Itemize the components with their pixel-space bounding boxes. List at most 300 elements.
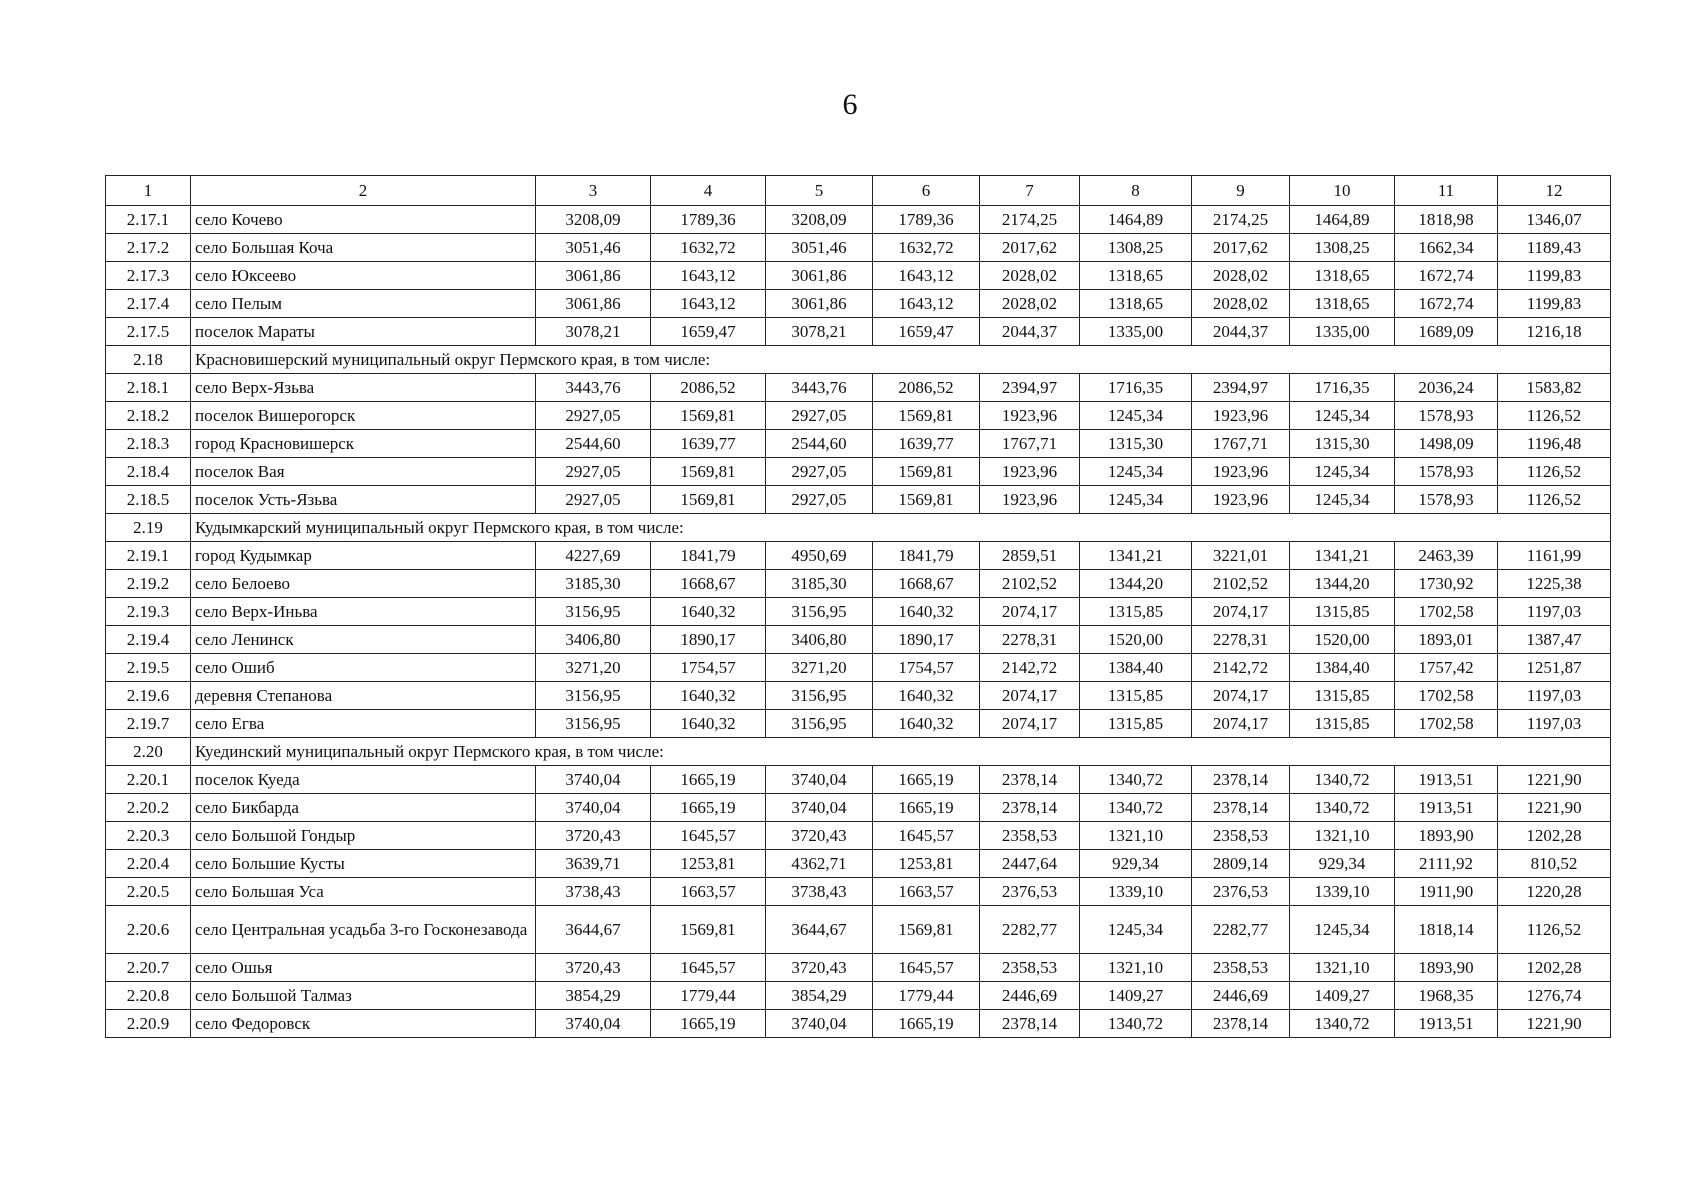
section-title: Куединский муниципальный округ Пермского края, в том числе:: [191, 738, 1611, 766]
value-cell-col-3: 2927,05: [536, 402, 651, 430]
table-row: [106, 486, 1611, 514]
value-cell-col-3: 3740,04: [536, 1010, 651, 1038]
value-cell-col-10: 1318,65: [1290, 262, 1395, 290]
value-cell-col-6: 1841,79: [873, 542, 980, 570]
value-cell-col-8: 1245,34: [1080, 402, 1192, 430]
value-cell-col-8: 1318,65: [1080, 290, 1192, 318]
value-cell-col-7: 2446,69: [980, 982, 1080, 1010]
value-cell-col-8: 1409,27: [1080, 982, 1192, 1010]
value-cell-col-10: 1315,85: [1290, 682, 1395, 710]
value-cell-col-7: 2017,62: [980, 234, 1080, 262]
settlement-name: село Большой Гондыр: [191, 822, 536, 850]
value-cell-col-9: 2278,31: [1192, 626, 1290, 654]
value-cell-col-7: 2378,14: [980, 1010, 1080, 1038]
value-cell-col-4: 1779,44: [651, 982, 766, 1010]
value-cell-col-10: 1341,21: [1290, 542, 1395, 570]
column-header: 5: [766, 176, 873, 206]
settlement-name: город Красновишерск: [191, 430, 536, 458]
value-cell-col-3: 3208,09: [536, 206, 651, 234]
settlement-name: село Верх-Иньва: [191, 598, 536, 626]
value-cell-col-4: 1569,81: [651, 402, 766, 430]
row-code: 2.17.5: [106, 318, 191, 346]
value-cell-col-9: 1923,96: [1192, 402, 1290, 430]
section-title: Кудымкарский муниципальный округ Пермского края, в том числе:: [191, 514, 1611, 542]
table-row: [106, 402, 1611, 430]
value-cell-col-3: 3185,30: [536, 570, 651, 598]
table-row: [106, 262, 1611, 290]
value-cell-col-12: 1346,07: [1498, 206, 1611, 234]
value-cell-col-5: 3061,86: [766, 290, 873, 318]
value-cell-col-4: 1663,57: [651, 878, 766, 906]
value-cell-col-3: 3740,04: [536, 794, 651, 822]
row-code: 2.17.2: [106, 234, 191, 262]
value-cell-col-12: 1387,47: [1498, 626, 1611, 654]
value-cell-col-11: 1672,74: [1395, 262, 1498, 290]
value-cell-col-5: 3051,46: [766, 234, 873, 262]
table-row: [106, 710, 1611, 738]
value-cell-col-9: 2028,02: [1192, 262, 1290, 290]
value-cell-col-9: 2017,62: [1192, 234, 1290, 262]
settlement-name: село Бикбарда: [191, 794, 536, 822]
value-cell-col-10: 1344,20: [1290, 570, 1395, 598]
value-cell-col-3: 4227,69: [536, 542, 651, 570]
value-cell-col-9: 2282,77: [1192, 906, 1290, 954]
value-cell-col-5: 3738,43: [766, 878, 873, 906]
value-cell-col-6: 1569,81: [873, 906, 980, 954]
value-cell-col-11: 1578,93: [1395, 486, 1498, 514]
row-code: 2.18.4: [106, 458, 191, 486]
value-cell-col-12: 1189,43: [1498, 234, 1611, 262]
column-header: 4: [651, 176, 766, 206]
value-cell-col-10: 1335,00: [1290, 318, 1395, 346]
value-cell-col-8: 1716,35: [1080, 374, 1192, 402]
table-row: [106, 290, 1611, 318]
value-cell-col-9: 2809,14: [1192, 850, 1290, 878]
value-cell-col-7: 2278,31: [980, 626, 1080, 654]
value-cell-col-6: 1665,19: [873, 766, 980, 794]
value-cell-col-7: 2859,51: [980, 542, 1080, 570]
value-cell-col-6: 1668,67: [873, 570, 980, 598]
row-code: 2.18.5: [106, 486, 191, 514]
page-number: 6: [842, 88, 858, 121]
settlement-name: поселок Куеда: [191, 766, 536, 794]
column-header: 3: [536, 176, 651, 206]
value-cell-col-4: 1640,32: [651, 682, 766, 710]
section-code: 2.19: [106, 514, 191, 542]
value-cell-col-10: 1245,34: [1290, 486, 1395, 514]
value-cell-col-8: 1321,10: [1080, 822, 1192, 850]
row-code: 2.17.3: [106, 262, 191, 290]
value-cell-col-8: 1344,20: [1080, 570, 1192, 598]
value-cell-col-3: 3051,46: [536, 234, 651, 262]
value-cell-col-3: 3738,43: [536, 878, 651, 906]
column-header: 10: [1290, 176, 1395, 206]
value-cell-col-7: 1767,71: [980, 430, 1080, 458]
value-cell-col-3: 3443,76: [536, 374, 651, 402]
value-cell-col-7: 2378,14: [980, 794, 1080, 822]
value-cell-col-5: 3185,30: [766, 570, 873, 598]
value-cell-col-5: 2927,05: [766, 402, 873, 430]
section-code: 2.20: [106, 738, 191, 766]
value-cell-col-9: 2102,52: [1192, 570, 1290, 598]
table-row: [106, 318, 1611, 346]
value-cell-col-3: 2927,05: [536, 458, 651, 486]
value-cell-col-12: 1197,03: [1498, 598, 1611, 626]
settlement-name: деревня Степанова: [191, 682, 536, 710]
value-cell-col-4: 1645,57: [651, 822, 766, 850]
value-cell-col-6: 1632,72: [873, 234, 980, 262]
value-cell-col-5: 2927,05: [766, 486, 873, 514]
value-cell-col-12: 1276,74: [1498, 982, 1611, 1010]
value-cell-col-7: 2044,37: [980, 318, 1080, 346]
row-code: 2.20.2: [106, 794, 191, 822]
value-cell-col-7: 2394,97: [980, 374, 1080, 402]
value-cell-col-9: 2074,17: [1192, 682, 1290, 710]
tariff-table-container: [105, 175, 1611, 1038]
value-cell-col-4: 1668,67: [651, 570, 766, 598]
value-cell-col-7: 2282,77: [980, 906, 1080, 954]
value-cell-col-6: 1890,17: [873, 626, 980, 654]
row-code: 2.20.5: [106, 878, 191, 906]
settlement-name: село Большая Уса: [191, 878, 536, 906]
value-cell-col-11: 1913,51: [1395, 794, 1498, 822]
settlement-name: село Большие Кусты: [191, 850, 536, 878]
row-code: 2.19.4: [106, 626, 191, 654]
value-cell-col-10: 1245,34: [1290, 458, 1395, 486]
value-cell-col-8: 1339,10: [1080, 878, 1192, 906]
value-cell-col-4: 1643,12: [651, 290, 766, 318]
row-code: 2.19.3: [106, 598, 191, 626]
table-row: [106, 430, 1611, 458]
value-cell-col-11: 2463,39: [1395, 542, 1498, 570]
value-cell-col-5: 3156,95: [766, 710, 873, 738]
table-row: [106, 234, 1611, 262]
value-cell-col-9: 2142,72: [1192, 654, 1290, 682]
value-cell-col-11: 1757,42: [1395, 654, 1498, 682]
row-code: 2.19.7: [106, 710, 191, 738]
value-cell-col-9: 2376,53: [1192, 878, 1290, 906]
value-cell-col-4: 1632,72: [651, 234, 766, 262]
value-cell-col-10: 929,34: [1290, 850, 1395, 878]
value-cell-col-8: 1245,34: [1080, 458, 1192, 486]
value-cell-col-11: 1689,09: [1395, 318, 1498, 346]
section-row: [106, 514, 1611, 542]
value-cell-col-3: 3406,80: [536, 626, 651, 654]
value-cell-col-11: 1893,90: [1395, 822, 1498, 850]
value-cell-col-11: 1702,58: [1395, 598, 1498, 626]
value-cell-col-10: 1340,72: [1290, 1010, 1395, 1038]
value-cell-col-7: 1923,96: [980, 458, 1080, 486]
value-cell-col-5: 4362,71: [766, 850, 873, 878]
row-code: 2.17.1: [106, 206, 191, 234]
value-cell-col-3: 2927,05: [536, 486, 651, 514]
value-cell-col-6: 1789,36: [873, 206, 980, 234]
row-code: 2.20.3: [106, 822, 191, 850]
value-cell-col-6: 1754,57: [873, 654, 980, 682]
value-cell-col-12: 810,52: [1498, 850, 1611, 878]
value-cell-col-6: 1659,47: [873, 318, 980, 346]
value-cell-col-12: 1197,03: [1498, 710, 1611, 738]
table-row: [106, 458, 1611, 486]
column-header: 6: [873, 176, 980, 206]
value-cell-col-11: 1672,74: [1395, 290, 1498, 318]
value-cell-col-12: 1197,03: [1498, 682, 1611, 710]
value-cell-col-8: 1315,85: [1080, 682, 1192, 710]
value-cell-col-5: 3740,04: [766, 1010, 873, 1038]
value-cell-col-11: 1662,34: [1395, 234, 1498, 262]
value-cell-col-8: 929,34: [1080, 850, 1192, 878]
row-code: 2.20.8: [106, 982, 191, 1010]
value-cell-col-7: 2376,53: [980, 878, 1080, 906]
section-row: [106, 738, 1611, 766]
value-cell-col-8: 1340,72: [1080, 794, 1192, 822]
settlement-name: село Ленинск: [191, 626, 536, 654]
table-row: [106, 822, 1611, 850]
column-header: 7: [980, 176, 1080, 206]
value-cell-col-5: 3061,86: [766, 262, 873, 290]
value-cell-col-6: 1640,32: [873, 598, 980, 626]
value-cell-col-5: 3208,09: [766, 206, 873, 234]
value-cell-col-8: 1340,72: [1080, 766, 1192, 794]
value-cell-col-4: 1645,57: [651, 954, 766, 982]
header-row: [106, 176, 1611, 206]
value-cell-col-8: 1315,85: [1080, 710, 1192, 738]
value-cell-col-5: 3443,76: [766, 374, 873, 402]
value-cell-col-7: 2358,53: [980, 954, 1080, 982]
value-cell-col-4: 1890,17: [651, 626, 766, 654]
column-header: 11: [1395, 176, 1498, 206]
row-code: 2.20.4: [106, 850, 191, 878]
settlement-name: село Белоево: [191, 570, 536, 598]
settlement-name: город Кудымкар: [191, 542, 536, 570]
value-cell-col-11: 2036,24: [1395, 374, 1498, 402]
value-cell-col-11: 1702,58: [1395, 682, 1498, 710]
value-cell-col-11: 1498,09: [1395, 430, 1498, 458]
value-cell-col-10: 1384,40: [1290, 654, 1395, 682]
settlement-name: село Ошиб: [191, 654, 536, 682]
value-cell-col-6: 1569,81: [873, 402, 980, 430]
value-cell-col-7: 2074,17: [980, 710, 1080, 738]
value-cell-col-7: 2028,02: [980, 290, 1080, 318]
section-title: Красновишерский муниципальный округ Пермского края, в том числе:: [191, 346, 1611, 374]
value-cell-col-9: 2378,14: [1192, 1010, 1290, 1038]
value-cell-col-11: 1913,51: [1395, 1010, 1498, 1038]
value-cell-col-11: 1818,14: [1395, 906, 1498, 954]
value-cell-col-8: 1308,25: [1080, 234, 1192, 262]
value-cell-col-9: 2394,97: [1192, 374, 1290, 402]
value-cell-col-12: 1251,87: [1498, 654, 1611, 682]
table-row: [106, 654, 1611, 682]
column-header: 12: [1498, 176, 1611, 206]
value-cell-col-8: 1335,00: [1080, 318, 1192, 346]
value-cell-col-12: 1221,90: [1498, 1010, 1611, 1038]
value-cell-col-7: 1923,96: [980, 486, 1080, 514]
value-cell-col-8: 1315,85: [1080, 598, 1192, 626]
value-cell-col-3: 3061,86: [536, 290, 651, 318]
value-cell-col-7: 1923,96: [980, 402, 1080, 430]
value-cell-col-9: 3221,01: [1192, 542, 1290, 570]
value-cell-col-6: 1569,81: [873, 458, 980, 486]
section-row: [106, 346, 1611, 374]
value-cell-col-5: 3740,04: [766, 794, 873, 822]
value-cell-col-6: 1665,19: [873, 1010, 980, 1038]
value-cell-col-6: 1253,81: [873, 850, 980, 878]
table-row: [106, 794, 1611, 822]
value-cell-col-4: 1841,79: [651, 542, 766, 570]
value-cell-col-9: 2074,17: [1192, 598, 1290, 626]
value-cell-col-7: 2074,17: [980, 598, 1080, 626]
row-code: 2.18.1: [106, 374, 191, 402]
table-row: [106, 766, 1611, 794]
table-row: [106, 542, 1611, 570]
value-cell-col-3: 3061,86: [536, 262, 651, 290]
value-cell-col-4: 1640,32: [651, 598, 766, 626]
value-cell-col-9: 1923,96: [1192, 486, 1290, 514]
table-row: [106, 906, 1611, 954]
value-cell-col-4: 2086,52: [651, 374, 766, 402]
value-cell-col-9: 1923,96: [1192, 458, 1290, 486]
settlement-name: село Юксеево: [191, 262, 536, 290]
settlement-name: поселок Мараты: [191, 318, 536, 346]
value-cell-col-11: 1893,01: [1395, 626, 1498, 654]
value-cell-col-7: 2378,14: [980, 766, 1080, 794]
value-cell-col-3: 3639,71: [536, 850, 651, 878]
column-header: 1: [106, 176, 191, 206]
value-cell-col-6: 1779,44: [873, 982, 980, 1010]
value-cell-col-8: 1340,72: [1080, 1010, 1192, 1038]
value-cell-col-12: 1126,52: [1498, 906, 1611, 954]
value-cell-col-10: 1340,72: [1290, 766, 1395, 794]
value-cell-col-6: 1643,12: [873, 262, 980, 290]
settlement-name: село Кочево: [191, 206, 536, 234]
value-cell-col-3: 3740,04: [536, 766, 651, 794]
value-cell-col-3: 3720,43: [536, 954, 651, 982]
settlement-name: село Верх-Язьва: [191, 374, 536, 402]
value-cell-col-12: 1199,83: [1498, 290, 1611, 318]
value-cell-col-9: 2378,14: [1192, 794, 1290, 822]
value-cell-col-12: 1126,52: [1498, 486, 1611, 514]
row-code: 2.19.2: [106, 570, 191, 598]
value-cell-col-5: 3078,21: [766, 318, 873, 346]
value-cell-col-7: 2174,25: [980, 206, 1080, 234]
value-cell-col-10: 1321,10: [1290, 954, 1395, 982]
value-cell-col-12: 1161,99: [1498, 542, 1611, 570]
value-cell-col-12: 1196,48: [1498, 430, 1611, 458]
value-cell-col-10: 1315,30: [1290, 430, 1395, 458]
value-cell-col-3: 3078,21: [536, 318, 651, 346]
value-cell-col-6: 1645,57: [873, 954, 980, 982]
value-cell-col-8: 1321,10: [1080, 954, 1192, 982]
row-code: 2.19.1: [106, 542, 191, 570]
value-cell-col-8: 1520,00: [1080, 626, 1192, 654]
value-cell-col-9: 2358,53: [1192, 822, 1290, 850]
value-cell-col-3: 3156,95: [536, 710, 651, 738]
value-cell-col-11: 1818,98: [1395, 206, 1498, 234]
value-cell-col-3: 3271,20: [536, 654, 651, 682]
value-cell-col-6: 2086,52: [873, 374, 980, 402]
value-cell-col-8: 1384,40: [1080, 654, 1192, 682]
value-cell-col-6: 1643,12: [873, 290, 980, 318]
value-cell-col-7: 2358,53: [980, 822, 1080, 850]
value-cell-col-11: 2111,92: [1395, 850, 1498, 878]
value-cell-col-10: 1315,85: [1290, 710, 1395, 738]
value-cell-col-12: 1221,90: [1498, 766, 1611, 794]
value-cell-col-10: 1340,72: [1290, 794, 1395, 822]
value-cell-col-5: 2927,05: [766, 458, 873, 486]
settlement-name: село Пелым: [191, 290, 536, 318]
value-cell-col-12: 1225,38: [1498, 570, 1611, 598]
value-cell-col-3: 3156,95: [536, 598, 651, 626]
value-cell-col-8: 1341,21: [1080, 542, 1192, 570]
value-cell-col-10: 1464,89: [1290, 206, 1395, 234]
settlement-name: село Большая Коча: [191, 234, 536, 262]
value-cell-col-12: 1202,28: [1498, 954, 1611, 982]
value-cell-col-6: 1663,57: [873, 878, 980, 906]
value-cell-col-9: 2358,53: [1192, 954, 1290, 982]
table-row: [106, 374, 1611, 402]
value-cell-col-3: 2544,60: [536, 430, 651, 458]
column-header: 2: [191, 176, 536, 206]
row-code: 2.18.3: [106, 430, 191, 458]
value-cell-col-9: 2174,25: [1192, 206, 1290, 234]
value-cell-col-5: 3740,04: [766, 766, 873, 794]
value-cell-col-10: 1315,85: [1290, 598, 1395, 626]
value-cell-col-8: 1245,34: [1080, 906, 1192, 954]
value-cell-col-6: 1665,19: [873, 794, 980, 822]
settlement-name: поселок Вая: [191, 458, 536, 486]
value-cell-col-4: 1754,57: [651, 654, 766, 682]
value-cell-col-6: 1639,77: [873, 430, 980, 458]
value-cell-col-4: 1253,81: [651, 850, 766, 878]
value-cell-col-5: 3720,43: [766, 954, 873, 982]
value-cell-col-4: 1659,47: [651, 318, 766, 346]
value-cell-col-11: 1968,35: [1395, 982, 1498, 1010]
value-cell-col-9: 1767,71: [1192, 430, 1290, 458]
value-cell-col-5: 3156,95: [766, 598, 873, 626]
value-cell-col-4: 1569,81: [651, 906, 766, 954]
value-cell-col-4: 1665,19: [651, 1010, 766, 1038]
value-cell-col-11: 1730,92: [1395, 570, 1498, 598]
value-cell-col-9: 2044,37: [1192, 318, 1290, 346]
value-cell-col-11: 1913,51: [1395, 766, 1498, 794]
value-cell-col-5: 3406,80: [766, 626, 873, 654]
row-code: 2.20.7: [106, 954, 191, 982]
value-cell-col-4: 1569,81: [651, 486, 766, 514]
value-cell-col-4: 1639,77: [651, 430, 766, 458]
value-cell-col-7: 2028,02: [980, 262, 1080, 290]
value-cell-col-12: 1220,28: [1498, 878, 1611, 906]
value-cell-col-3: 3720,43: [536, 822, 651, 850]
value-cell-col-5: 3644,67: [766, 906, 873, 954]
table-row: [106, 954, 1611, 982]
row-code: 2.18.2: [106, 402, 191, 430]
settlement-name: поселок Усть-Язьва: [191, 486, 536, 514]
settlement-name: село Центральная усадьба 3-го Госконезавода: [191, 906, 536, 954]
value-cell-col-4: 1789,36: [651, 206, 766, 234]
table-row: [106, 570, 1611, 598]
value-cell-col-8: 1318,65: [1080, 262, 1192, 290]
table-row: [106, 626, 1611, 654]
value-cell-col-10: 1245,34: [1290, 402, 1395, 430]
value-cell-col-6: 1640,32: [873, 682, 980, 710]
value-cell-col-5: 3854,29: [766, 982, 873, 1010]
value-cell-col-12: 1202,28: [1498, 822, 1611, 850]
value-cell-col-11: 1578,93: [1395, 402, 1498, 430]
value-cell-col-8: 1315,30: [1080, 430, 1192, 458]
value-cell-col-7: 2102,52: [980, 570, 1080, 598]
value-cell-col-4: 1665,19: [651, 766, 766, 794]
row-code: 2.20.9: [106, 1010, 191, 1038]
